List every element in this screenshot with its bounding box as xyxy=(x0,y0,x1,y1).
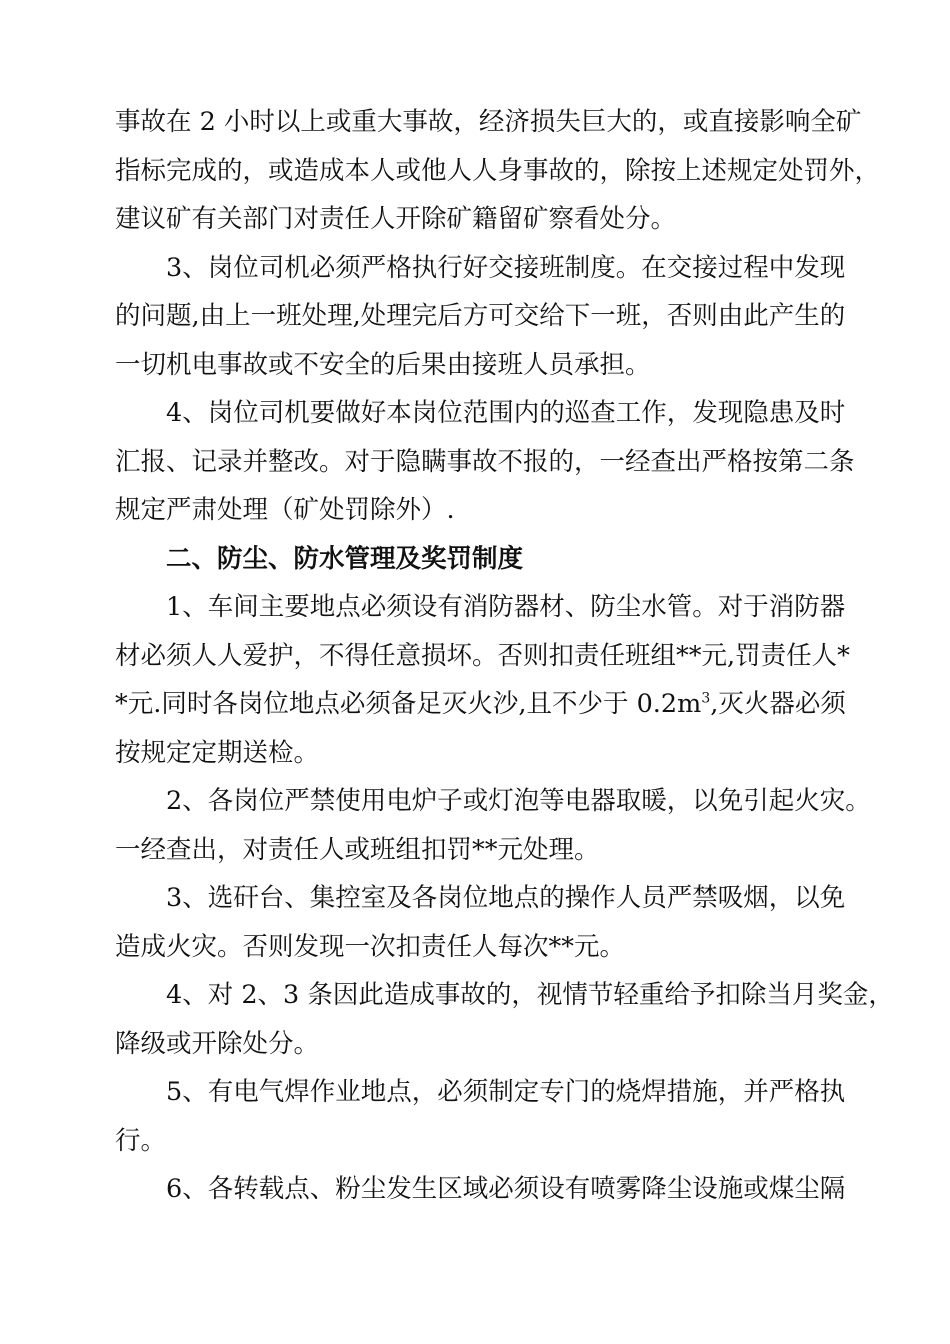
paragraph-line: 指标完成的，或造成本人或他人人身事故的，除按上述规定处罚外， xyxy=(115,155,881,186)
line-text: ,灭火器必须 xyxy=(710,689,846,719)
paragraph-line: 5、有电气焊作业地点，必须制定专门的烧焊措施，并严格执 xyxy=(166,1077,846,1107)
line-text: *元.同时各岗位地点必须备足灭火沙,且不少于 0.2m xyxy=(115,689,702,719)
document-body xyxy=(115,98,894,1214)
paragraph-line: 4、岗位司机要做好本岗位范围内的巡查工作，发现隐患及时 xyxy=(166,398,846,428)
paragraph-line: 4、对 2、3 条因此造成事故的，视情节轻重给予扣除当月奖金， xyxy=(166,980,894,1010)
paragraph-line: 1、车间主要地点必须设有消防器材、防尘水管。对于消防器 xyxy=(166,592,846,622)
paragraph-line: 建议矿有关部门对责任人开除矿籍留矿察看处分。 xyxy=(115,204,677,234)
paragraph-line: 造成火灾。否则发现一次扣责任人每次**元。 xyxy=(115,931,626,962)
paragraph-line: 事故在 2 小时以上或重大事故，经济损失巨大的，或直接影响全矿 xyxy=(115,107,862,137)
paragraph-line: 汇报、记录并整改。对于隐瞒事故不报的，一经查出严格按第二条 xyxy=(115,446,855,477)
paragraph-line: 的问题,由上一班处理,处理完后方可交给下一班，否则由此产生的 xyxy=(115,301,846,331)
paragraph-line: 一切机电事故或不安全的后果由接班人员承担。 xyxy=(115,349,651,380)
paragraph-line: 按规定定期送检。 xyxy=(115,737,320,768)
paragraph-line: 一经查出，对责任人或班组扣罚**元处理。 xyxy=(115,834,600,865)
superscript-cubic: 3 xyxy=(701,690,711,707)
section-heading: 二、防尘、防水管理及奖罚制度 xyxy=(166,543,524,574)
paragraph-line: 规定严肃处理（矿处罚除外）. xyxy=(115,495,455,525)
paragraph-line: 材必须人人爱护，不得任意损坏。否则扣责任班组**元,罚责任人* xyxy=(115,640,850,671)
paragraph-line xyxy=(115,680,855,729)
paragraph-line: 2、各岗位严禁使用电炉子或灯泡等电器取暖，以免引起火灾。 xyxy=(166,786,871,816)
paragraph-line: 行。 xyxy=(115,1125,167,1156)
paragraph-line: 6、各转载点、粉尘发生区域必须设有喷雾降尘设施或煤尘隔 xyxy=(166,1174,846,1204)
paragraph-line: 3、选矸台、集控室及各岗位地点的操作人员严禁吸烟，以免 xyxy=(166,883,846,913)
paragraph-line: 降级或开除处分。 xyxy=(115,1028,320,1059)
paragraph-line: 3、岗位司机必须严格执行好交接班制度。在交接过程中发现 xyxy=(166,252,846,283)
